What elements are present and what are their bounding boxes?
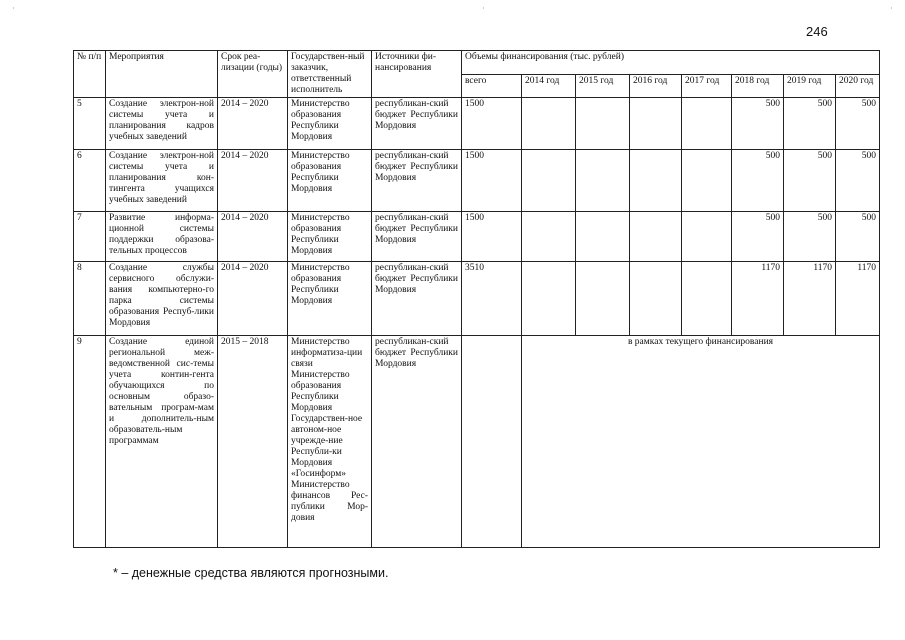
header-no: № п/п — [74, 51, 106, 98]
row-2015 — [576, 262, 630, 336]
row-no: 7 — [74, 212, 106, 262]
row-customer: Министерство информатиза-ции связи Министерство образования Республики Мордовия Государствен-ное автоном-ное учрежде-ние Республи-ки Мордовия «Госинформ» Министерство финансов Рес-публики Мор-довия — [288, 336, 372, 548]
row-2020: 500 — [836, 150, 880, 212]
row-2019: 500 — [784, 150, 836, 212]
row-2018: 500 — [732, 150, 784, 212]
row-period: 2014 – 2020 — [218, 262, 288, 336]
header-row — [74, 51, 880, 75]
row-total: 3510 — [462, 262, 522, 336]
row-period: 2014 – 2020 — [218, 98, 288, 150]
row-total: 1500 — [462, 212, 522, 262]
table-row — [74, 212, 880, 262]
table-row — [74, 150, 880, 212]
row-event: Создание электрон-ной системы учета и планирования кадров учебных заведений — [106, 98, 218, 150]
table-row — [74, 98, 880, 150]
header-funding: Объемы финансирования (тыс. рублей) — [462, 51, 880, 75]
funding-table — [73, 50, 880, 548]
row-total — [462, 336, 522, 548]
scan-mark: · — [12, 4, 15, 13]
row-customer: Министерство образования Республики Мордовия — [288, 150, 372, 212]
page-number: 246 — [806, 24, 828, 39]
scan-mark: · — [890, 4, 893, 13]
row-source: республикан-ский бюджет Республики Мордовия — [372, 336, 462, 548]
row-2016 — [630, 262, 682, 336]
row-2016 — [630, 212, 682, 262]
row-2015 — [576, 98, 630, 150]
row-source: республикан-ский бюджет Республики Мордовия — [372, 262, 462, 336]
header-year-total: всего — [462, 74, 522, 98]
row-2017 — [682, 262, 732, 336]
row-2020: 1170 — [836, 262, 880, 336]
row-2016 — [630, 98, 682, 150]
row-2019: 500 — [784, 98, 836, 150]
row-2020: 500 — [836, 98, 880, 150]
row-customer: Министерство образования Республики Мордовия — [288, 262, 372, 336]
row-customer: Министерство образования Республики Мордовия — [288, 98, 372, 150]
header-year-2017: 2017 год — [682, 74, 732, 98]
row-no: 5 — [74, 98, 106, 150]
scan-mark: · — [482, 4, 485, 13]
row-2014 — [522, 212, 576, 262]
row-no: 6 — [74, 150, 106, 212]
row-event: Создание электрон-ной системы учета и планирования кон-тингента учащихся учебных заведений — [106, 150, 218, 212]
row-period: 2014 – 2020 — [218, 212, 288, 262]
row-2017 — [682, 98, 732, 150]
header-period: Срок реа-лизации (годы) — [218, 51, 288, 98]
row-source: республикан-ский бюджет Республики Мордовия — [372, 212, 462, 262]
row-2014 — [522, 150, 576, 212]
row-2017 — [682, 150, 732, 212]
table-row — [74, 336, 880, 548]
row-2014 — [522, 262, 576, 336]
row-source: республикан-ский бюджет Республики Мордовия — [372, 98, 462, 150]
header-year-2020: 2020 год — [836, 74, 880, 98]
header-event: Мероприятия — [106, 51, 218, 98]
row-2019: 1170 — [784, 262, 836, 336]
row-no: 9 — [74, 336, 106, 548]
row-2018: 500 — [732, 212, 784, 262]
row-2015 — [576, 150, 630, 212]
table-row — [74, 262, 880, 336]
header-year-2014: 2014 год — [522, 74, 576, 98]
row-2016 — [630, 150, 682, 212]
footnote: * – денежные средства являются прогнозными. — [113, 566, 389, 580]
row-2018: 1170 — [732, 262, 784, 336]
row-2017 — [682, 212, 732, 262]
row-2019: 500 — [784, 212, 836, 262]
row-funding-note: в рамках текущего финансирования — [522, 336, 880, 548]
row-2015 — [576, 212, 630, 262]
header-year-2019: 2019 год — [784, 74, 836, 98]
row-period: 2015 – 2018 — [218, 336, 288, 548]
row-2018: 500 — [732, 98, 784, 150]
row-2014 — [522, 98, 576, 150]
row-total: 1500 — [462, 98, 522, 150]
row-customer: Министерство образования Республики Мордовия — [288, 212, 372, 262]
row-event: Создание единой региональной меж-ведомственной сис-темы учета контин-гента обучающихся по основным образо-вательным програм-мам и дополнитель-ным образователь-ным программам — [106, 336, 218, 548]
header-source: Источники фи-нансирования — [372, 51, 462, 98]
row-source: республикан-ский бюджет Республики Мордовия — [372, 150, 462, 212]
row-2020: 500 — [836, 212, 880, 262]
row-no: 8 — [74, 262, 106, 336]
row-event: Создание службы сервисного обслужи-вания компьютерно-го парка системы образования Респуб-лики Мордовия — [106, 262, 218, 336]
header-customer: Государствен-ный заказчик, ответственный исполнитель — [288, 51, 372, 98]
header-year-2015: 2015 год — [576, 74, 630, 98]
row-period: 2014 – 2020 — [218, 150, 288, 212]
header-year-2016: 2016 год — [630, 74, 682, 98]
header-year-2018: 2018 год — [732, 74, 784, 98]
row-total: 1500 — [462, 150, 522, 212]
row-event: Развитие информа-ционной системы поддержки образова-тельных процессов — [106, 212, 218, 262]
